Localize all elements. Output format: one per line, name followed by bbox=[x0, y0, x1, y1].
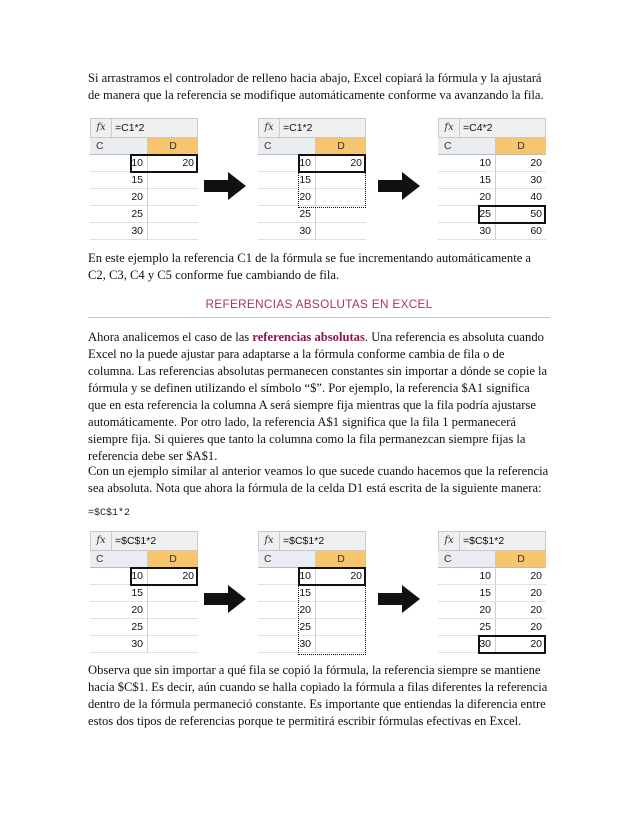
right-arrow-icon bbox=[378, 172, 420, 200]
heading-divider bbox=[88, 317, 550, 318]
cell-c: 25 bbox=[258, 206, 316, 223]
highlighted-term: referencias absolutas bbox=[252, 330, 365, 344]
cell-c: 10 bbox=[258, 568, 316, 585]
cell-c: 15 bbox=[90, 585, 148, 602]
cell-d bbox=[148, 636, 198, 653]
formula-text: =$C$1*2 bbox=[463, 535, 505, 547]
column-header-d: D bbox=[148, 138, 198, 155]
section-heading: REFERENCIAS ABSOLUTAS EN EXCEL bbox=[205, 297, 433, 311]
column-header-d: D bbox=[316, 551, 366, 568]
cell-d: 50 bbox=[496, 206, 546, 223]
cell-d bbox=[148, 585, 198, 602]
cell-d: 20 bbox=[496, 155, 546, 172]
formula-bar bbox=[90, 118, 198, 138]
column-header-c: C bbox=[438, 551, 496, 568]
paragraph-relative-explanation: En este ejemplo la referencia C1 de la fórmula se fue incrementando automáticamente a C2, C3, C4 y C5 conforme fue cambiando de fila. bbox=[88, 251, 532, 282]
excel-sheet-1a bbox=[90, 118, 198, 240]
cell-d: 20 bbox=[316, 568, 366, 585]
formula-code: =$C$1*2 bbox=[88, 508, 131, 519]
cell-c: 10 bbox=[438, 568, 496, 585]
excel-sheet-2b bbox=[258, 531, 366, 653]
cell-d: 20 bbox=[496, 568, 546, 585]
cell-d bbox=[148, 189, 198, 206]
formula-text: =C4*2 bbox=[463, 122, 493, 134]
cell-c: 10 bbox=[258, 155, 316, 172]
cell-d: 60 bbox=[496, 223, 546, 240]
formula-bar bbox=[258, 118, 366, 138]
column-header-c: C bbox=[90, 138, 148, 155]
cell-d bbox=[316, 223, 366, 240]
excel-sheet-2a bbox=[90, 531, 198, 653]
cell-d bbox=[148, 602, 198, 619]
fx-icon: fx bbox=[91, 532, 112, 550]
column-header-d: D bbox=[496, 551, 546, 568]
cell-c: 20 bbox=[258, 602, 316, 619]
right-arrow-icon bbox=[378, 585, 420, 613]
cell-d bbox=[148, 619, 198, 636]
excel-sheet-1b bbox=[258, 118, 366, 240]
paragraph-conclusion: Observa que sin importar a qué fila se copió la fórmula, la referencia siempre se mantiene hacia $C$1. Es decir, aún cuando se halla copiado la fórmula a filas diferentes la referencia dentro de la fórmula permaneció constante. Es importante que entiendas la diferencia entre estos dos tipos de referencias porque te permitirá escribir fórmulas efectivas en Excel. bbox=[88, 663, 548, 728]
cell-c: 20 bbox=[258, 189, 316, 206]
cell-c: 15 bbox=[438, 172, 496, 189]
column-header-d: D bbox=[148, 551, 198, 568]
cell-c: 30 bbox=[90, 223, 148, 240]
cell-c: 20 bbox=[438, 189, 496, 206]
cell-c: 25 bbox=[258, 619, 316, 636]
formula-text: =C1*2 bbox=[283, 122, 313, 134]
column-header-d: D bbox=[496, 138, 546, 155]
cell-d: 20 bbox=[148, 155, 198, 172]
selected-cell bbox=[130, 567, 198, 586]
paragraph-absolute-references bbox=[88, 329, 550, 465]
selected-cell bbox=[298, 154, 366, 173]
selected-cell bbox=[130, 154, 198, 173]
cell-d bbox=[316, 206, 366, 223]
cell-d: 20 bbox=[496, 585, 546, 602]
excel-sheet-1c bbox=[438, 118, 546, 240]
paragraph-text: . Una referencia es absoluta cuando Excel no la puede ajustar para adaptarse a la fórmula conforme cambia de fila o de columna. Las referencias absolutas permanecen constantes sin importar a dónde se copie la fórmula y se definen utilizando el símbolo “$”. Por ejemplo, la referencia $A1 significa que en esta referencia la columna A será siempre fija mientras que la fila podría ajustarse automáticamente. Por otro lado, la referencia A$1 significa que la fila 1 permanecerá siempre fija. Si quieres que tanto la columna como la fila permanezcan siempre fijas la referencia debe ser $A$1. bbox=[88, 330, 548, 463]
cell-c: 15 bbox=[438, 585, 496, 602]
cell-c: 20 bbox=[438, 602, 496, 619]
selected-cell bbox=[478, 205, 546, 224]
formula-bar bbox=[438, 531, 546, 551]
cell-c: 30 bbox=[90, 636, 148, 653]
fill-range bbox=[298, 172, 366, 208]
formula-bar bbox=[90, 531, 198, 551]
formula-text: =$C$1*2 bbox=[115, 535, 157, 547]
formula-text: =C1*2 bbox=[115, 122, 145, 134]
column-header-c: C bbox=[258, 138, 316, 155]
cell-c: 30 bbox=[438, 223, 496, 240]
column-header-c: C bbox=[258, 551, 316, 568]
cell-c: 30 bbox=[258, 223, 316, 240]
fx-icon: fx bbox=[439, 119, 460, 137]
fx-icon: fx bbox=[439, 532, 460, 550]
cell-c: 25 bbox=[438, 206, 496, 223]
cell-c: 15 bbox=[90, 172, 148, 189]
cell-c: 20 bbox=[90, 602, 148, 619]
cell-c: 25 bbox=[438, 619, 496, 636]
paragraph-example-intro: Con un ejemplo similar al anterior veamos lo que sucede cuando hacemos que la referencia sea absoluta. Nota que ahora la fórmula de la celda D1 está escrita de la siguiente manera: bbox=[88, 464, 549, 495]
cell-c: 10 bbox=[90, 155, 148, 172]
right-arrow-icon bbox=[204, 585, 246, 613]
cell-c: 10 bbox=[90, 568, 148, 585]
selected-cell bbox=[298, 567, 366, 586]
paragraph-fill-handle: Si arrastramos el controlador de relleno hacia abajo, Excel copiará la fórmula y la ajustará de manera que la referencia se modifique automáticamente conforme va avanzando la fila. bbox=[88, 71, 544, 102]
cell-d bbox=[148, 206, 198, 223]
cell-c: 20 bbox=[90, 189, 148, 206]
cell-d: 20 bbox=[316, 155, 366, 172]
cell-c: 15 bbox=[258, 585, 316, 602]
column-header-d: D bbox=[316, 138, 366, 155]
cell-d bbox=[148, 223, 198, 240]
cell-d: 20 bbox=[496, 602, 546, 619]
cell-c: 10 bbox=[438, 155, 496, 172]
cell-d: 20 bbox=[148, 568, 198, 585]
cell-c: 30 bbox=[258, 636, 316, 653]
cell-d: 30 bbox=[496, 172, 546, 189]
formula-bar bbox=[438, 118, 546, 138]
paragraph-text: Ahora analicemos el caso de las bbox=[88, 330, 253, 344]
cell-d: 20 bbox=[496, 636, 546, 653]
cell-c: 30 bbox=[438, 636, 496, 653]
cell-c: 25 bbox=[90, 206, 148, 223]
fx-icon: fx bbox=[259, 532, 280, 550]
right-arrow-icon bbox=[204, 172, 246, 200]
excel-sheet-2c bbox=[438, 531, 546, 653]
fill-range bbox=[298, 585, 366, 655]
fx-icon: fx bbox=[91, 119, 112, 137]
cell-d: 20 bbox=[496, 619, 546, 636]
column-header-c: C bbox=[90, 551, 148, 568]
selected-cell bbox=[478, 635, 546, 654]
cell-c: 15 bbox=[258, 172, 316, 189]
formula-bar bbox=[258, 531, 366, 551]
column-header-c: C bbox=[438, 138, 496, 155]
fx-icon: fx bbox=[259, 119, 280, 137]
cell-c: 25 bbox=[90, 619, 148, 636]
formula-text: =$C$1*2 bbox=[283, 535, 325, 547]
cell-d bbox=[148, 172, 198, 189]
cell-d: 40 bbox=[496, 189, 546, 206]
